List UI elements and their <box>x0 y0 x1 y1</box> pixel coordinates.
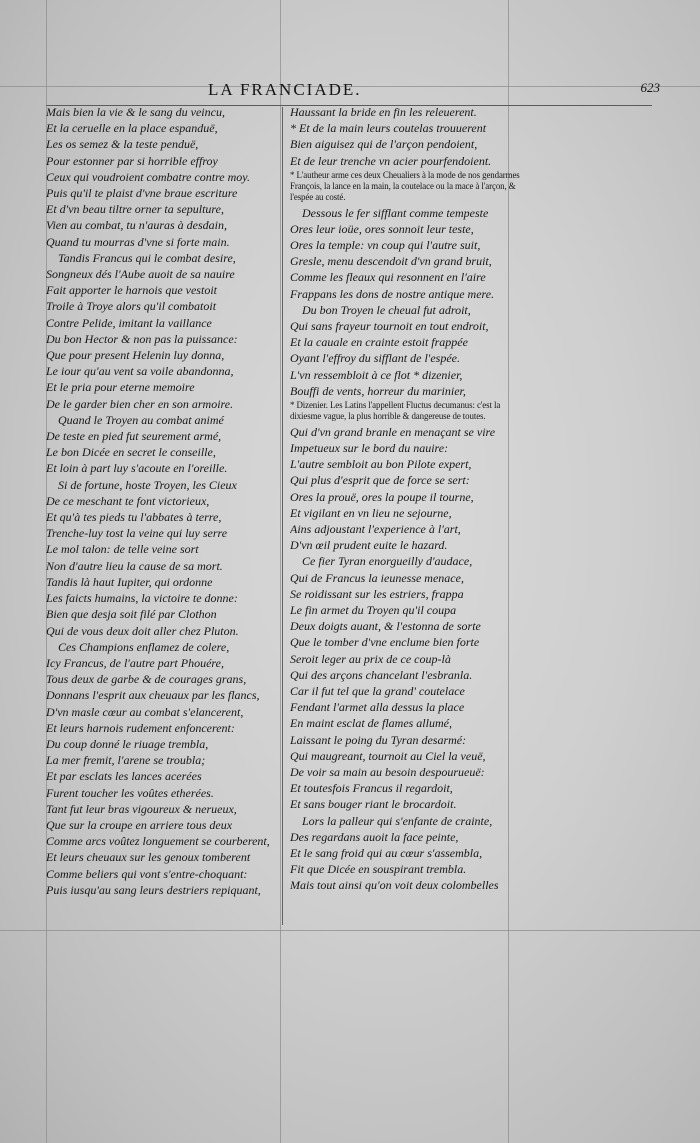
verse-line: Comme arcs voûtez longuement se courberent, <box>46 834 270 849</box>
verse-line: Les os semez & la teste penduë, <box>46 137 199 152</box>
verse-line: Donnans l'esprit aux cheuaux par les flancs, <box>46 688 260 703</box>
verse-line: Et le sang froid qui au cœur s'assembla, <box>290 846 483 861</box>
verse-line: Ores leur ioüe, ores sonnoit leur teste, <box>290 221 474 236</box>
verse-line: Et leurs harnois rudement enfoncerent: <box>46 720 235 735</box>
scan-guide-line <box>0 930 700 931</box>
verse-line: Tous deux de garbe & de courages grans, <box>46 672 247 687</box>
verse-line: Ces Champions enflamez de colere, <box>58 639 230 654</box>
scan-guide-line <box>280 0 281 1143</box>
verse-line: De le garder bien cher en son armoire. <box>46 396 234 411</box>
verse-line: L'vn ressembloit à ce flot * dizenier, <box>290 367 463 382</box>
verse-line: Ce fier Tyran enorgueilly d'audace, <box>302 554 473 569</box>
verse-line: En maint esclat de flames allumé, <box>290 716 452 731</box>
verse-line: Les faicts humains, la victoire te donne: <box>46 591 238 606</box>
verse-line: Et la ceruelle en la place espanduë, <box>46 121 218 136</box>
verse-line: Fait apporter le harnois que vestoit <box>46 283 217 298</box>
verse-line: Lors la palleur qui s'enfante de crainte, <box>302 813 493 828</box>
verse-line: Bien aiguisez qui de l'arçon pendoient, <box>290 137 478 152</box>
verse-line: Gresle, menu descendoit d'vn grand bruit, <box>290 254 492 269</box>
verse-line: Ores la prouë, ores la poupe il tourne, <box>290 489 474 504</box>
verse-line: Frappans les dons de nostre antique mere. <box>290 286 495 301</box>
verse-line: Des regardans auoit la face peinte, <box>290 829 459 844</box>
verse-line: Du bon Hector & non pas la puissance: <box>46 331 238 346</box>
verse-line: Quand le Troyen au combat animé <box>58 412 224 427</box>
verse-line: La mer fremit, l'arene se troubla; <box>46 753 206 768</box>
verse-line: D'vn masle cœur au combat s'elancerent, <box>46 704 244 719</box>
verse-line: Comme les fleaux qui resonnent en l'aire <box>290 270 486 285</box>
right-text-column <box>290 104 520 894</box>
verse-line: Bouffi de vents, horreur du marinier, <box>290 383 466 398</box>
verse-line: Que le tomber d'vne enclume bien forte <box>290 635 480 650</box>
verse-line: Qui plus d'esprit que de force se sert: <box>290 473 470 488</box>
verse-line: Fit que Dicée en souspirant trembla. <box>290 862 467 877</box>
verse-line: Et toutesfois Francus il regardoit, <box>290 781 453 796</box>
verse-line: Tandis Francus qui le combat desire, <box>58 250 236 265</box>
verse-line: Le mol talon: de telle veine sort <box>46 542 199 557</box>
verse-line: Vien au combat, tu n'auras à desdain, <box>46 218 227 233</box>
verse-line: Du coup donné le riuage trembla, <box>46 736 209 751</box>
verse-line: Puis qu'il te plaist d'vne braue escriture <box>46 186 238 201</box>
verse-line: Fendant l'armet alla dessus la place <box>290 700 465 715</box>
verse-line: L'autre sembloit au bon Pilote expert, <box>290 457 472 472</box>
verse-line: Deux doigts auant, & l'estonna de sorte <box>290 619 481 634</box>
verse-line: Bien que desja soit filé par Clothon <box>46 607 217 622</box>
verse-line: Oyant l'effroy du sifflant de l'espée. <box>290 351 460 366</box>
column-divider <box>282 107 283 925</box>
verse-line: Pour estonner par si horrible effroy <box>46 153 218 168</box>
verse-line: Puis iusqu'au sang leurs destriers repiquant, <box>46 882 261 897</box>
verse-line: Le iour qu'au vent sa voile abandonna, <box>46 364 234 379</box>
verse-line: Ores la temple: vn coup qui l'autre suit, <box>290 237 481 252</box>
verse-line: Tandis là haut Iupiter, qui ordonne <box>46 574 213 589</box>
verse-line: Que sur la croupe en arriere tous deux <box>46 817 233 832</box>
verse-line: De teste en pied fut seurement armé, <box>46 429 222 444</box>
verse-line: Qui maugreant, tournoit au Ciel la veuë, <box>290 748 486 763</box>
verse-line: Ains adjoustant l'experience à l'art, <box>290 522 461 536</box>
verse-line: Et vigilant en vn lieu ne sejourne, <box>290 505 452 520</box>
verse-line: Haussant la bride en fin les releuerent. <box>290 105 477 119</box>
page-header <box>46 78 660 106</box>
margin-note: * Dizenier. Les Latins l'appellent Fluctus decumanus: c'est la dixiesme vague, la plus horrible & dangereuse de toutes. <box>290 399 501 421</box>
verse-line: Qui de Francus la ieunesse menace, <box>290 570 464 585</box>
verse-line: Si de fortune, hoste Troyen, les Cieux <box>58 477 237 492</box>
verse-line: Et par esclats les lances acerées <box>46 769 202 784</box>
verse-line: Icy Francus, de l'autre part Phouére, <box>46 655 224 670</box>
verse-line: Non d'autre lieu la cause de sa mort. <box>46 558 223 573</box>
verse-line: Mais bien la vie & le sang du veincu, <box>46 105 225 119</box>
verse-line: Se roidissant sur les estriers, frappa <box>290 586 464 601</box>
verse-line: Tant fut leur bras vigoureux & nerueux, <box>46 801 237 816</box>
verse-line: Et de leur trenche vn acier pourfendoient. <box>290 153 492 168</box>
verse-line: Qui d'vn grand branle en menaçant se vire <box>290 424 496 439</box>
verse-line: Et loin à part luy s'acoute en l'oreille. <box>46 461 228 476</box>
left-text-column <box>46 104 276 898</box>
verse-line: Le bon Dicée en secret le conseille, <box>46 445 216 460</box>
verse-line: D'vn œil prudent euite le hazard. <box>290 538 448 553</box>
verse-line: Seroit leger au prix de ce coup-là <box>290 651 451 666</box>
verse-line: Qui des arçons chancelant l'esbranla. <box>290 667 473 682</box>
verse-line: De ce meschant te font victorieux, <box>46 493 210 508</box>
verse-line: Songneux dés l'Aube auoit de sa nauire <box>46 267 235 282</box>
verse-line: Le fin armet du Troyen qu'il coupa <box>290 603 457 618</box>
verse-line: * Et de la main leurs coutelas trouuerent <box>290 121 487 136</box>
verse-line: Qui sans frayeur tournoit en tout endroit, <box>290 318 489 333</box>
verse-line: Comme beliers qui vont s'entre-choquant: <box>46 866 248 881</box>
verse-line: Du bon Troyen le cheual fut adroit, <box>302 302 471 317</box>
verse-line: Trenche-luy tost la veine qui luy serre <box>46 526 228 541</box>
verse-line: Dessous le fer sifflant comme tempeste <box>302 205 489 220</box>
verse-line: Car il fut tel que la grand' coutelace <box>290 684 465 699</box>
verse-line: Quand tu mourras d'vne si forte main. <box>46 234 230 249</box>
verse-line: Et d'vn beau tiltre orner ta sepulture, <box>46 202 224 217</box>
verse-line: Troile à Troye alors qu'il combatoit <box>46 299 217 314</box>
verse-line: Contre Pelide, imitant la vaillance <box>46 315 212 330</box>
running-title: LA FRANCIADE. <box>208 80 362 99</box>
verse-line: De voir sa main au besoin despourueuë: <box>290 765 485 780</box>
verse-line: Impetueux sur le bord du nauire: <box>290 440 449 455</box>
page-number: 623 <box>640 80 660 95</box>
verse-line: Et la cauale en crainte estoit frappée <box>290 335 468 350</box>
verse-line: Mais tout ainsi qu'on voit deux colombelles <box>290 878 499 893</box>
verse-line: Et le pria pour eterne memoire <box>46 380 195 395</box>
verse-line: Furent toucher les voûtes etherées. <box>46 785 214 800</box>
verse-line: Ceux qui voudroient combatre contre moy. <box>46 169 250 184</box>
margin-note: * L'autheur arme ces deux Cheualiers à la mode de nos gendarmes François, la lance en la main, la coutelace ou la mace à l'arçon, & l'espée au costé. <box>290 169 520 202</box>
verse-line: Et sans bouger riant le brocardoit. <box>290 797 457 812</box>
verse-line: Et qu'à tes pieds tu l'abbates à terre, <box>46 510 222 525</box>
verse-line: Et leurs cheuaux sur les genoux tomberent <box>46 850 251 865</box>
verse-line: Laissant le poing du Tyran desarmé: <box>290 732 467 747</box>
verse-line: Que pour present Helenin luy donna, <box>46 348 225 363</box>
verse-line: Qui de vous deux doit aller chez Pluton. <box>46 623 239 638</box>
